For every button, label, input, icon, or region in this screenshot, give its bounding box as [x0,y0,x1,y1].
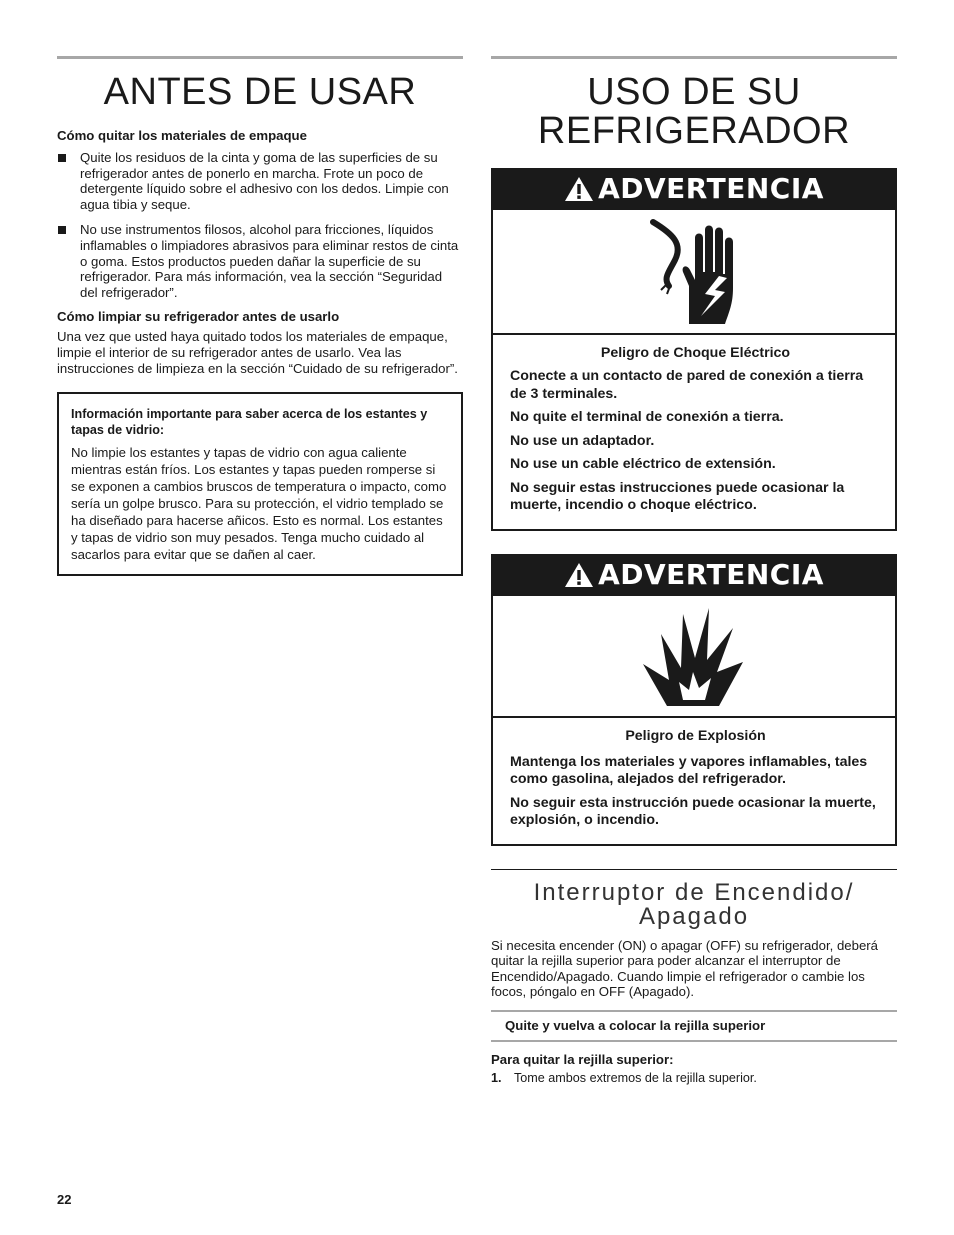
section-rule [491,869,897,870]
list-item: No use instrumentos filosos, alcohol para fricciones, líquidos inflamables o limpiadores abrasivos para eliminar restos de cinta o goma. Estos productos pueden dañar la superficie de su refrigerador. Para más información, vea la sección “Seguridad del refrigerador”. [57,222,463,300]
info-box-body: No limpie los estantes y tapas de vidrio con agua caliente mientras están fríos. Los estantes y tapas pueden romperse si se exponen a cambios bruscos de temperatura o impacto, como sería un golpe brusco. Para su protección, el vidrio templado se ha diseñado para hacerse añicos. Esto es normal. Los estantes y tapas de vidrio son muy pesados. Tenga mucho cuidado al sacarlos para evitar que se dañen al caer. [71,445,447,563]
page-title-uso: USO DE SU REFRIGERADOR [537,71,851,152]
warning-line: Conecte a un contacto de pared de conexión a tierra de 3 terminales. [510,368,864,402]
page-title-antes: ANTES DE USAR [103,71,417,113]
switch-section-heading: Interruptor de Encendido/ Apagado [533,878,855,930]
bullet-list [57,150,463,300]
bullet-square-icon [58,154,66,162]
switch-section-body: Si necesita encender (ON) o apagar (OFF) su refrigerador, deberá quitar la rejilla superior para poder alcanzar el interruptor de Encendido/Apagado. Cuando limpie el refrigerador o cambie los focos, póngalo en OFF (Apagado). [491,937,879,1000]
electrical-shock-hand-icon [493,208,895,335]
glass-shelves-info-box [57,392,463,576]
warning-text [493,718,895,844]
bullet-square-icon [58,226,66,234]
warning-header [493,170,895,208]
hazard-title: Peligro de Choque Eléctrico [600,345,791,361]
warning-line: No use un cable eléctrico de extensión. [510,456,776,472]
remove-grille-heading: Para quitar la rejilla superior: [491,1051,674,1067]
section-heading-limpiar: Cómo limpiar su refrigerador antes de usarlo [57,309,340,325]
warning-label: ADVERTENCIA [598,172,824,205]
warning-triangle-icon [564,176,594,202]
grille-subsection-bar: Quite y vuelva a colocar la rejilla superior [491,1010,897,1042]
page-number: 22 [57,1192,72,1207]
right-column [491,56,897,1086]
section-body-limpiar: Una vez que usted haya quitado todos los materiales de empaque, limpie el interior de su refrigerador antes de usarlo. Vea las instrucciones de limpieza en la sección “Cuidado de su refrigerador”. [57,329,458,376]
warning-line: No quite el terminal de conexión a tierra. [510,409,784,425]
list-item [491,1071,897,1087]
warning-line: No seguir esta instrucción puede ocasionar la muerte, explosión, o incendio. [510,794,876,828]
explosion-icon [493,594,895,718]
warning-line: No use un adaptador. [510,432,655,449]
warning-box-electrical [491,168,897,531]
step-number: 1. [491,1070,502,1085]
hazard-title: Peligro de Explosión [625,727,766,744]
list-item: Quite los residuos de la cinta y goma de las superficies de su refrigerador antes de ponerlo en marcha. Frote un poco de detergente líquido sobre el adhesivo con los dedos. Limpie con agua tibia y seque. [57,150,463,212]
step-text: Tome ambos extremos de la rejilla superior. [514,1070,757,1085]
left-column [57,56,463,576]
top-rule [57,56,463,59]
warning-line: Mantenga los materiales y vapores inflamables, tales como gasolina, alejados del refrigerador. [510,753,868,787]
section-heading-empaque: Cómo quitar los materiales de empaque [57,128,307,143]
warning-header [493,556,895,594]
warning-box-explosion [491,554,897,846]
warning-line: No seguir estas instrucciones puede ocasionar la muerte, incendio o choque eléctrico. [510,479,845,513]
warning-triangle-icon [564,562,594,588]
info-box-title: Información importante para saber acerca de los estantes y tapas de vidrio: [71,407,428,438]
warning-label: ADVERTENCIA [598,557,824,591]
warning-text [493,335,895,529]
top-rule [491,56,897,59]
